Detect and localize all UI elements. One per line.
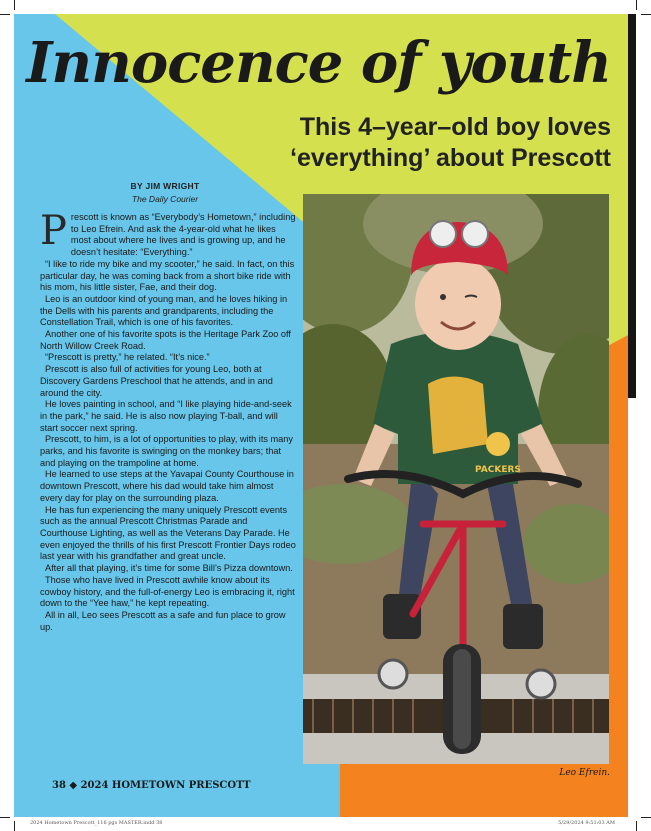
article-paragraph: After all that playing, it’s time for some Bill’s Pizza downtown. xyxy=(45,563,293,574)
crop-mark xyxy=(0,817,10,818)
crop-mark xyxy=(0,14,10,15)
article-paragraph: All in all, Leo sees Prescott as a safe and fun place to grow up. xyxy=(40,609,286,632)
black-page-edge xyxy=(628,14,636,398)
crop-mark xyxy=(641,14,651,15)
slug-file: 2024 Hometown Prescott_116 pgs MASTER.indd 38 xyxy=(30,820,163,826)
photo-boy-on-bike xyxy=(303,194,609,764)
page-folio: 38 ◆ 2024 HOMETOWN PRESCOTT xyxy=(52,780,251,791)
crop-mark xyxy=(14,821,15,831)
article-paragraph: Another one of his favorite spots is the Heritage Park Zoo off North Willow Creek Road. xyxy=(40,329,291,351)
byline-author: BY JIM WRIGHT xyxy=(130,181,200,191)
article-paragraph: “Prescott is pretty,” he related. “It’s nice.” xyxy=(45,352,210,363)
article-paragraph: He has fun experiencing the many uniquely Prescott events such as the annual Prescott Christmas Parade and Courthouse Lighting, as well as the Veterans Day Parade. He even enjoyed the thrills of his first Prescott Frontier Days rodeo last year with his grandfather and great uncle. xyxy=(40,504,296,562)
crop-mark xyxy=(14,0,15,10)
photo-caption: Leo Efrein. xyxy=(559,768,610,778)
article-paragraph: Those who have lived in Prescott awhile know about its cowboy history, and the full-of-energy Leo is embracing it, right down to the “Yee haw,” he kept repeating. xyxy=(40,574,295,609)
article-body xyxy=(40,208,297,633)
article-paragraph: Prescott, to him, is a lot of opportunities to play, with its many parks, and his favorite is swinging on the monkey bars; that and playing on the trampoline at home. xyxy=(40,434,293,468)
crop-mark xyxy=(636,821,637,831)
drop-cap: P xyxy=(40,208,67,254)
article-paragraph: He loves painting in school, and “I like playing hide-and-seek in the park,” he said. He is also now playing T-ball, and will start soccer next spring. xyxy=(40,399,292,433)
slug-timestamp: 5/29/2024 9:51:03 AM xyxy=(558,820,615,826)
headline-title: Innocence of youth xyxy=(26,30,611,96)
crop-mark xyxy=(641,817,651,818)
article-paragraph: Prescott is also full of activities for young Leo, both at Discovery Gardens Preschool that he attends, and in and around the city. xyxy=(40,364,273,398)
article-paragraph: Prescott is known as “Everybody’s Hometown,” including to Leo Efrein. And ask the 4-year-old what he likes most about where he lives and is growing up, and he doesn’t hesitate: “Everything.” xyxy=(40,208,296,258)
article-paragraph: He learned to use steps at the Yavapai County Courthouse in downtown Prescott, where his dad would take him almost every day for play on the surrounding plaza. xyxy=(40,469,294,503)
headline-subtitle: This 4–year–old boy loves ‘everything’ about Prescott xyxy=(290,113,611,172)
byline-source: The Daily Courier xyxy=(131,194,199,204)
article-paragraph: “I like to ride my bike and my scooter,” he said. In fact, on this particular day, he was coming back from a short bike ride with his mom, his little sister, Fae, and their dog. xyxy=(40,258,295,293)
crop-mark xyxy=(636,0,637,10)
shirt-text: PACKERS xyxy=(475,465,521,475)
article-paragraph: Leo is an outdoor kind of young man, and he loves hiking in the Dells with his parents and grandparents, including the Constellation Trail, which is one of his favorites. xyxy=(40,293,288,328)
